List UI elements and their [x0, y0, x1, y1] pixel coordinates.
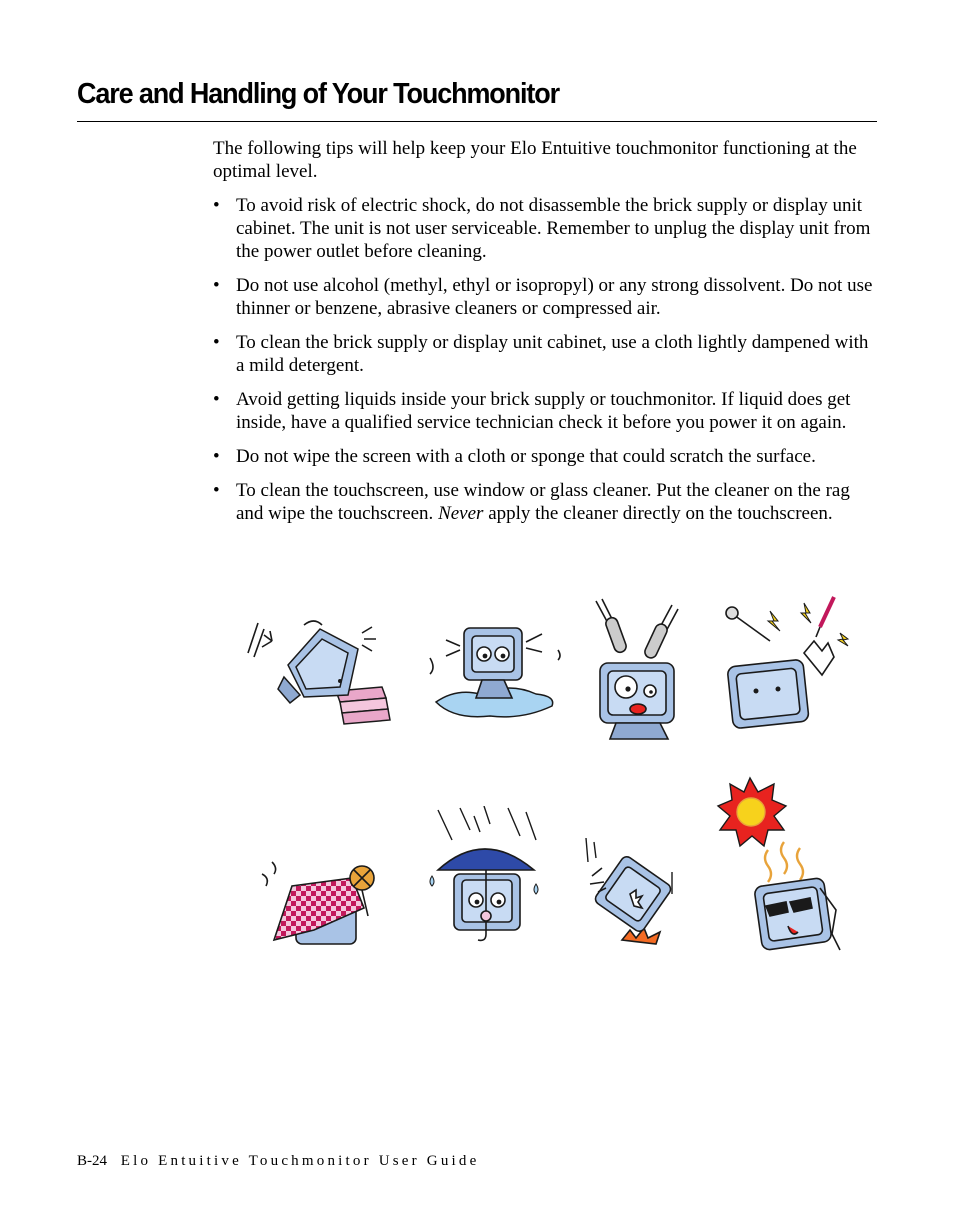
list-item	[213, 331, 877, 377]
tip-text-part: apply the cleaner directly on the touchscreen.	[483, 503, 833, 524]
bullet-mark: •	[213, 332, 220, 353]
monitor-in-water-puddle-icon	[420, 612, 572, 720]
page-footer	[77, 1153, 479, 1170]
monitor-hit-by-paperclips-icon	[586, 597, 692, 745]
monitor-under-umbrella-rain-icon	[424, 806, 548, 956]
monitor-falling-over-books-icon	[244, 603, 392, 728]
tip-text: Do not wipe the screen with a cloth or sponge that could scratch the surface.	[236, 446, 816, 467]
never-emphasis: Never	[438, 503, 484, 524]
tip-text: Do not use alcohol (methyl, ethyl or isopropyl) or any strong dissolvent. Do not use thinner or benzene, abrasive cleaners or compressed air.	[236, 275, 873, 319]
care-tips-list	[213, 194, 877, 525]
bullet-mark: •	[213, 389, 220, 410]
list-item	[213, 274, 877, 320]
monitor-dropped-crash-icon	[582, 836, 678, 948]
tip-text	[236, 480, 850, 524]
bullet-mark: •	[213, 195, 220, 216]
title-rule	[77, 121, 877, 122]
bullet-mark: •	[213, 275, 220, 296]
tip-text: Avoid getting liquids inside your brick supply or touchmonitor. If liquid does get inside, have a qualified service technician check it before you power it on again.	[236, 389, 851, 433]
tip-text: To clean the brick supply or display unit cabinet, use a cloth lightly dampened with a mild detergent.	[236, 332, 869, 376]
body-text	[213, 137, 877, 536]
tip-text-part: To clean the touchscreen, use window or glass cleaner. Put the cleaner on the rag and wipe the touchscreen.	[236, 480, 850, 524]
list-item	[213, 445, 877, 468]
intro-paragraph: The following tips will help keep your Elo Entuitive touchmonitor functioning at the optimal level.	[213, 138, 857, 182]
list-item	[213, 194, 877, 263]
monitor-with-tools-sparks-icon	[708, 593, 856, 735]
page-title: Care and Handling of Your Touchmonitor	[77, 78, 560, 110]
bullet-mark: •	[213, 480, 220, 501]
list-item	[213, 388, 877, 434]
bullet-mark: •	[213, 446, 220, 467]
guide-title: Elo Entuitive Touchmonitor User Guide	[120, 1153, 480, 1169]
monitor-covered-with-cloth-icon	[256, 856, 386, 956]
page-number: B-24	[77, 1153, 107, 1169]
list-item	[213, 479, 877, 525]
tip-text: To avoid risk of electric shock, do not disassemble the brick supply or display unit cabinet. The unit is not user serviceable. Remember to unplug the display unit from the power outlet before cleaning.	[236, 195, 871, 262]
monitor-in-hot-sun-icon	[716, 776, 848, 960]
